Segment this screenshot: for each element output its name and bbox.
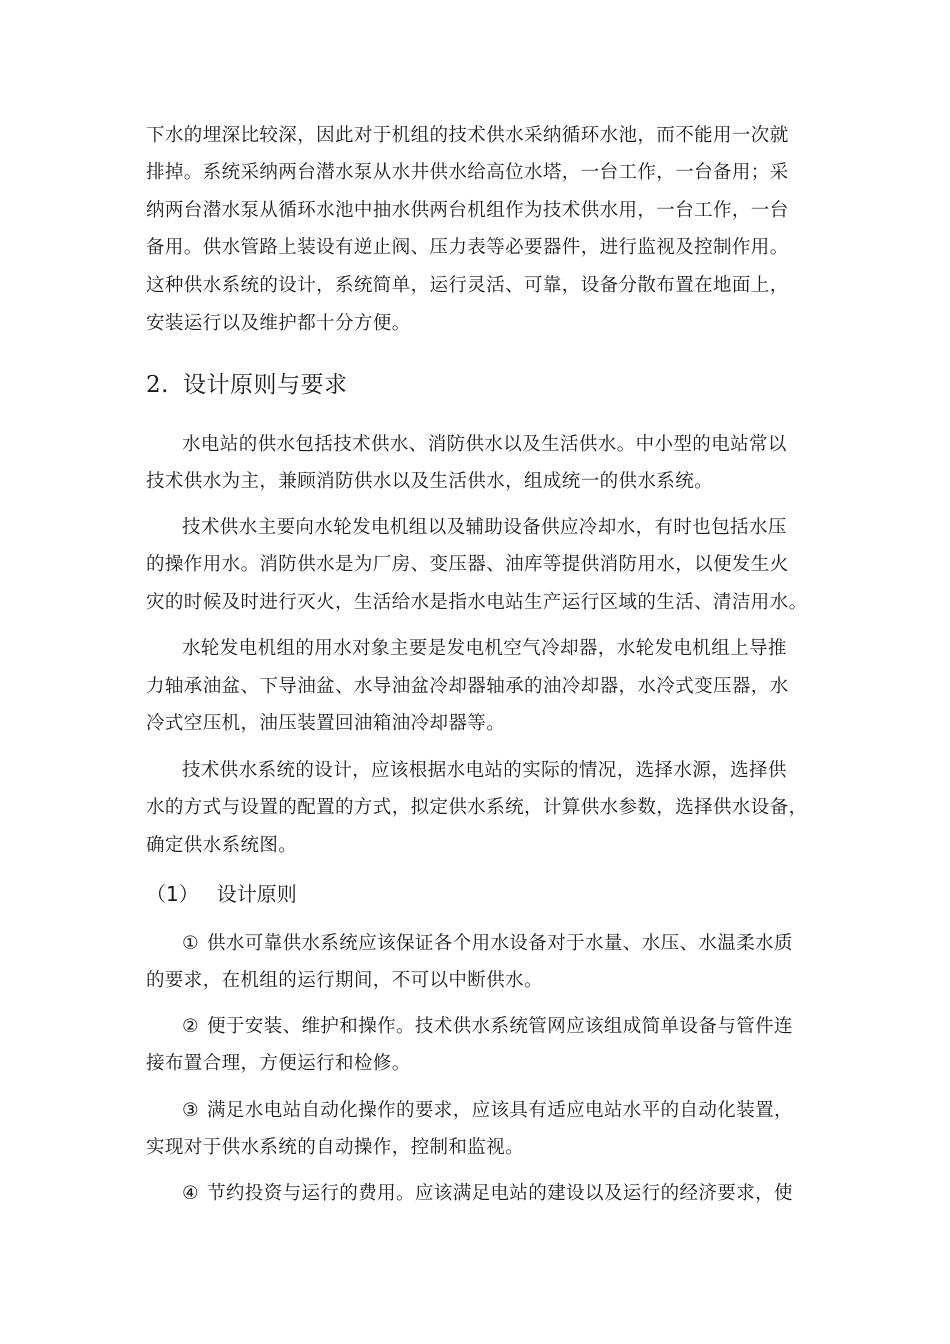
principle-text: 便于安装、维护和操作。技术供水系统管网应该组成简单设备与管件连 xyxy=(207,1016,793,1037)
section-title: 设计原则与要求 xyxy=(182,372,348,398)
subsection-number: （1） xyxy=(146,882,199,906)
paragraph-line: 力轴承油盆、下导油盆、水导油盆冷却器轴承的油冷却器，水冷式变压器，水 xyxy=(146,676,789,697)
paragraph-line: 技术供水系统的设计，应该根据水电站的实际的情况，选择水源，选择供 xyxy=(182,760,787,781)
principle-line: 的要求，在机组的运行期间，不可以中断供水。 xyxy=(146,970,543,991)
section-heading xyxy=(146,370,347,400)
paragraph-line: 确定供水系统图。 xyxy=(146,835,298,856)
principle-line xyxy=(182,1015,793,1039)
numbered-marker: ① xyxy=(182,933,199,954)
principle-line: 实现对于供水系统的自动操作，控制和监视。 xyxy=(146,1137,525,1158)
principle-text: 满足水电站自动化操作的要求，应该具有适应电站水平的自动化装置， xyxy=(207,1100,793,1121)
numbered-marker: ③ xyxy=(182,1100,199,1121)
principle-line: 接布置合理，方便运行和检修。 xyxy=(146,1053,411,1074)
paragraph-line: 灾的时候及时进行灭火，生活给水是指水电站生产运行区域的生活、清洁用水。 xyxy=(146,592,808,613)
numbered-marker: ② xyxy=(182,1016,199,1037)
paragraph-line: 的操作用水。消防供水是为厂房、变压器、油库等提供消防用水，以便发生火 xyxy=(146,554,789,575)
continuation-line: 这种供水系统的设计，系统简单，运行灵活、可靠，设备分散布置在地面上， xyxy=(146,275,789,296)
continuation-line: 纳两台潜水泵从循环水池中抽水供两台机组作为技术供水用，一台工作，一台 xyxy=(146,200,789,221)
paragraph-line: 水的方式与设置的配置的方式，拟定供水系统，计算供水参数，选择供水设备， xyxy=(146,797,808,818)
paragraph-line: 技术供水为主，兼顾消防供水以及生活供水，组成统一的供水系统。 xyxy=(146,471,714,492)
continuation-line: 排掉。系统采纳两台潜水泵从水井供水给高位水塔，一台工作，一台备用；采 xyxy=(146,162,789,183)
continuation-line: 下水的埋深比较深，因此对于机组的技术供水采纳循环水池，而不能用一次就 xyxy=(146,125,789,146)
numbered-marker: ④ xyxy=(182,1183,199,1204)
principle-text: 节约投资与运行的费用。应该满足电站的建设以及运行的经济要求，使 xyxy=(207,1183,793,1204)
paragraph-line: 冷式空压机，油压装置回油箱油冷却器等。 xyxy=(146,713,506,734)
paragraph-line: 水电站的供水包括技术供水、消防供水以及生活供水。中小型的电站常以 xyxy=(182,434,787,455)
subsection-heading xyxy=(146,880,297,908)
paragraph-line: 水轮发电机组的用水对象主要是发电机空气冷却器，水轮发电机组上导推 xyxy=(182,638,787,659)
principle-line xyxy=(182,932,793,956)
continuation-line: 安装运行以及维护都十分方便。 xyxy=(146,313,411,334)
principle-line xyxy=(182,1099,793,1123)
continuation-line: 备用。供水管路上装设有逆止阀、压力表等必要器件，进行监视及控制作用。 xyxy=(146,237,789,258)
principle-text: 供水可靠供水系统应该保证各个用水设备对于水量、水压、水温柔水质 xyxy=(207,933,793,954)
subsection-title: 设计原则 xyxy=(216,882,297,906)
principle-line xyxy=(182,1182,793,1206)
paragraph-line: 技术供水主要向水轮发电机组以及辅助设备供应冷却水，有时也包括水压 xyxy=(182,517,787,538)
section-number: 2. xyxy=(146,372,169,398)
